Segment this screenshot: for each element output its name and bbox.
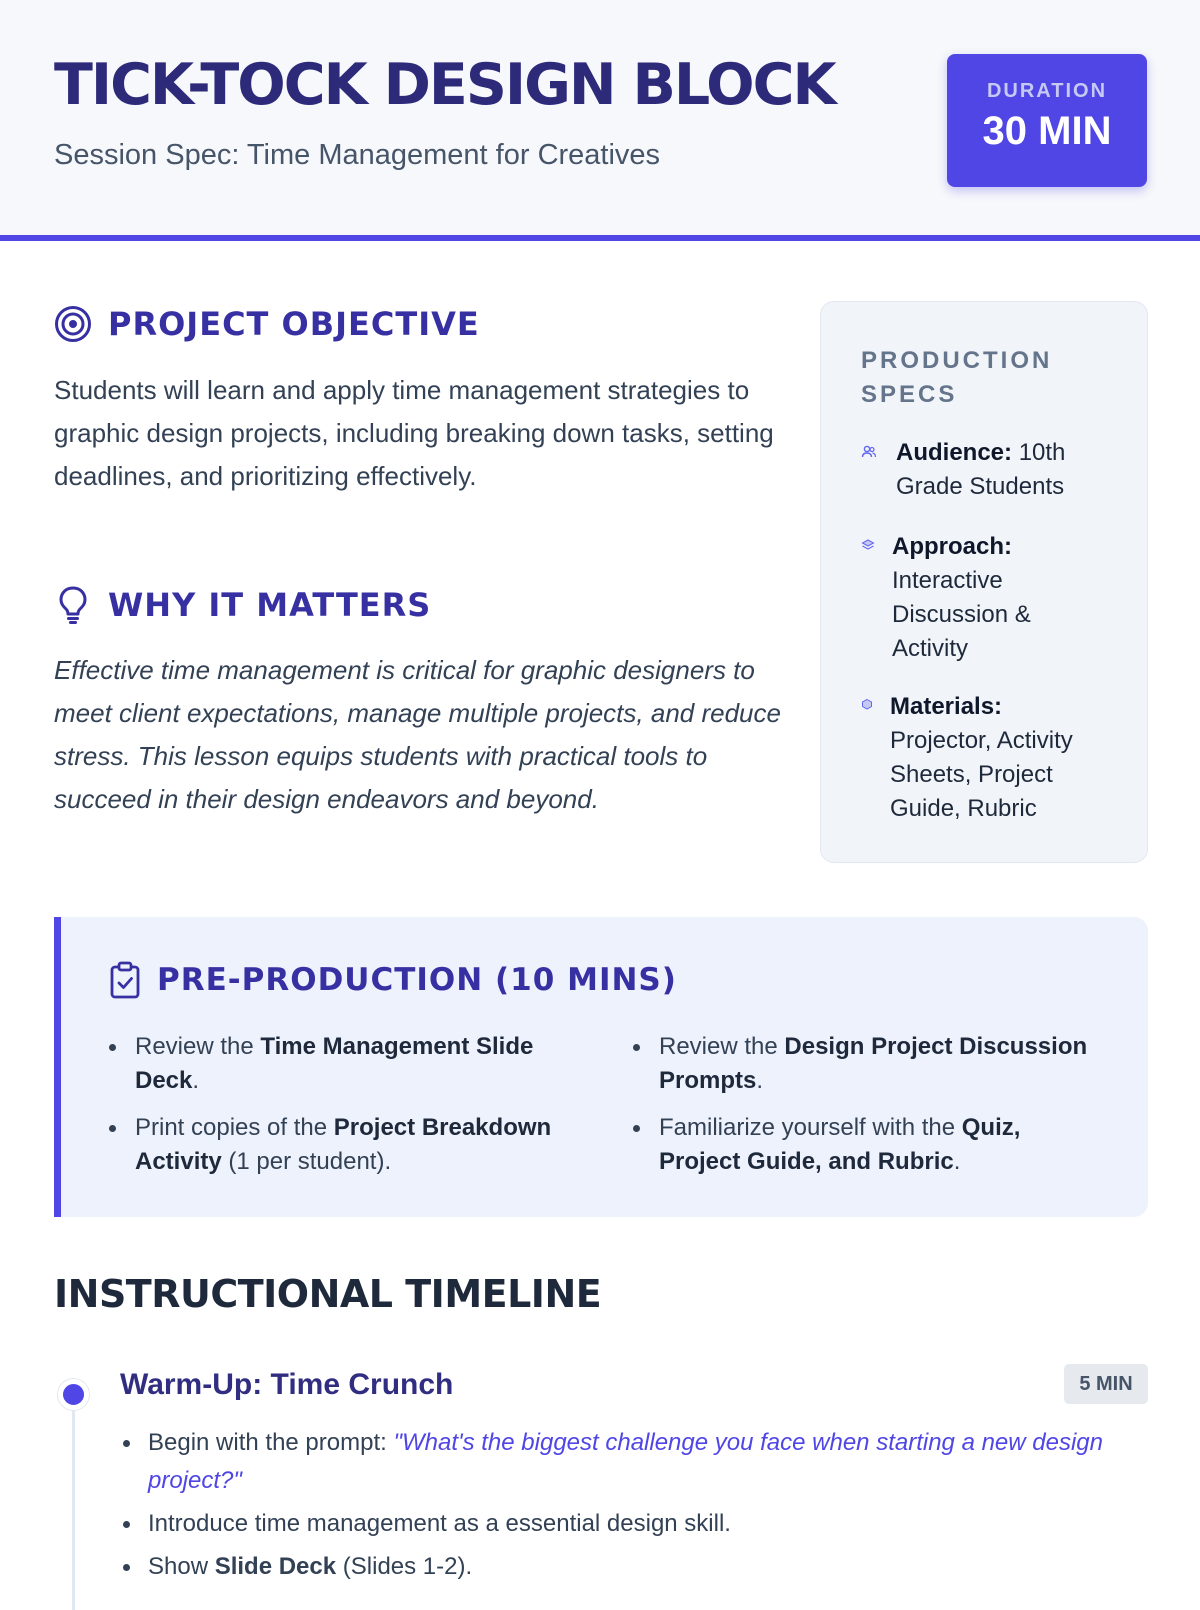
spec-audience-label: Audience:	[896, 439, 1013, 466]
duration-label: DURATION	[986, 80, 1108, 102]
list-item: Show Slide Deck (Slides 1-2).	[120, 1548, 1120, 1586]
clipboard-check-icon	[109, 961, 141, 999]
warmup-prompt-quote: "What's the biggest challenge you face when starting a new design project?"	[148, 1429, 1104, 1494]
target-icon	[54, 305, 92, 343]
objective-text: Students will learn and apply time management strategies to graphic design projects, including breaking down tasks, setting deadlines, and prioritizing effectively.	[54, 375, 774, 491]
production-specs-panel	[820, 301, 1148, 863]
spec-approach-label: Approach:	[892, 533, 1012, 560]
page-header	[0, 0, 1200, 241]
specs-title: PRODUCTION SPECS	[861, 347, 1053, 408]
list-item: Review the Design Project Discussion Prompts.	[631, 1030, 1101, 1098]
spec-audience	[861, 436, 1111, 504]
duration-badge	[947, 54, 1147, 187]
objective-heading-text: PROJECT OBJECTIVE	[108, 305, 480, 343]
timeline-dot	[58, 1379, 89, 1410]
list-item: Begin with the prompt: "What's the biggest challenge you face when starting a new design project?"	[120, 1424, 1120, 1500]
list-item: Familiarize yourself with the Quiz, Project Guide, and Rubric.	[631, 1111, 1101, 1179]
users-icon	[861, 444, 877, 460]
timeline-heading: INSTRUCTIONAL TIMELINE	[54, 1272, 602, 1316]
objective-heading	[54, 305, 480, 343]
list-item: Review the Time Management Slide Deck.	[107, 1030, 567, 1098]
layers-icon	[861, 538, 875, 552]
preproduction-heading-text: PRE-PRODUCTION (10 MINS)	[157, 962, 677, 998]
spec-materials	[861, 690, 1121, 826]
why-heading	[54, 585, 431, 625]
timeline-step-list	[120, 1424, 1120, 1591]
preproduction-list-left	[107, 1030, 567, 1192]
why-heading-text: WHY IT MATTERS	[108, 586, 432, 624]
lightbulb-icon	[54, 585, 92, 625]
timeline-step-duration-badge: 5 MIN	[1064, 1364, 1148, 1404]
preproduction-heading	[109, 961, 677, 999]
timeline-step-title: Warm-Up: Time Crunch	[120, 1368, 454, 1401]
preproduction-list-right	[631, 1030, 1101, 1192]
list-item: Print copies of the Project Breakdown Activity (1 per student).	[107, 1111, 567, 1179]
list-item: Introduce time management as a essential design skill.	[120, 1505, 1120, 1543]
page-title: TICK-TOCK DESIGN BLOCK	[54, 52, 835, 118]
spec-materials-value: Projector, Activity Sheets, Project Guide, Rubric	[890, 727, 1073, 822]
spec-materials-label: Materials:	[890, 693, 1003, 720]
timeline-line	[72, 1380, 75, 1610]
duration-value: 30 MIN	[982, 109, 1112, 153]
preproduction-panel	[54, 917, 1148, 1217]
spec-approach-value: Interactive Discussion & Activity	[892, 567, 1031, 662]
page-subtitle: Session Spec: Time Management for Creatives	[54, 139, 661, 171]
package-icon	[861, 698, 873, 710]
spec-audience-value: 10th Grade Students	[896, 439, 1066, 500]
spec-approach	[861, 530, 1111, 666]
why-text: Effective time management is critical for graphic designers to meet client expectations, manage multiple projects, and reduce stress. This lesson equips students with practical tools to succeed in their design endeavors and beyond.	[54, 655, 781, 814]
